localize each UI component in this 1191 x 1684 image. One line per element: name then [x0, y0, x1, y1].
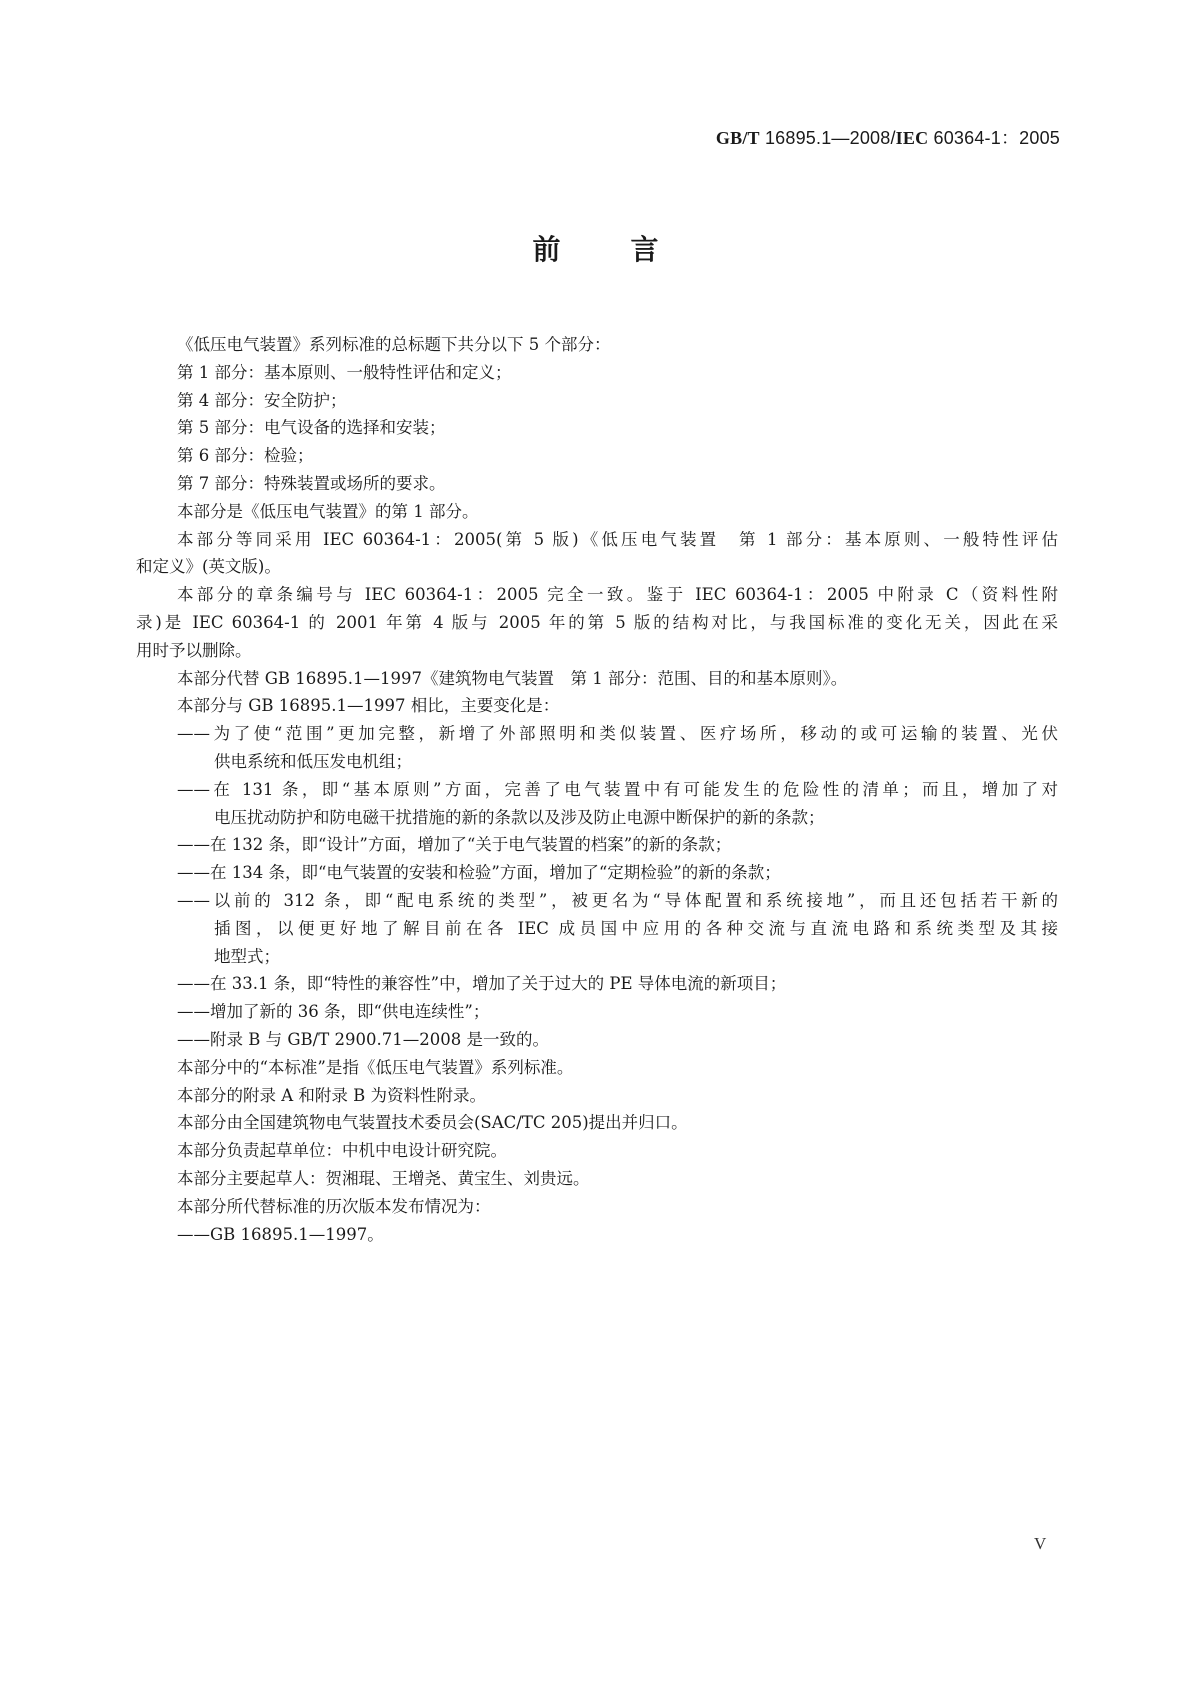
- line-text: ——为了使“范围”更加完整，新增了外部照明和类似装置、医疗场所，移动的或可运输的装置、光伏: [177, 724, 1058, 744]
- line-text: 本部分是《低压电气装置》的第 1 部分。: [177, 501, 479, 521]
- line-text: 本部分所代替标准的历次版本发布情况为：: [177, 1196, 491, 1216]
- body-line: [136, 1026, 1058, 1054]
- line-text: 第 7 部分：特殊装置或场所的要求。: [177, 473, 446, 493]
- line-text: ——在 132 条，即“设计”方面，增加了“关于电气装置的档案”的新的条款；: [177, 835, 732, 855]
- line-text: ——附录 B 与 GB/T 2900.71—2008 是一致的。: [177, 1029, 549, 1049]
- line-text: 和定义》(英文版)。: [136, 557, 281, 577]
- body-line: [136, 831, 1058, 859]
- line-text: ——在 131 条，即“基本原则”方面，完善了电气装置中有可能发生的危险性的清单；而且，增加了对: [177, 779, 1058, 799]
- line-text: 本部分主要起草人：贺湘琨、王增尧、黄宝生、刘贵远。: [177, 1168, 590, 1188]
- body-line: [136, 859, 1058, 887]
- body-line: [136, 887, 1058, 915]
- title-char-1: 前: [532, 233, 561, 266]
- body-line: [136, 470, 1058, 498]
- line-text: 本部分代替 GB 16895.1—1997《建筑物电气装置 第 1 部分：范围、目的和基本原则》。: [177, 668, 848, 688]
- line-text: 电压扰动防护和防电磁干扰措施的新的条款以及涉及防止电源中断保护的新的条款；: [214, 807, 825, 827]
- body-line: [136, 1165, 1058, 1193]
- page-title: [0, 228, 1191, 268]
- line-text: 本部分中的“本标准”是指《低压电气装置》系列标准。: [177, 1057, 574, 1077]
- body-line: [136, 387, 1058, 415]
- body-line: [136, 581, 1058, 609]
- line-text: 第 6 部分：检验；: [177, 446, 314, 466]
- line-text: 插图，以便更好地了解目前在各 IEC 成员国中应用的各种交流与直流电路和系统类型及其接: [214, 918, 1058, 938]
- body-line: [136, 720, 1058, 748]
- line-text: 本部分负责起草单位：中机中电设计研究院。: [177, 1141, 507, 1161]
- standard-number-header: [716, 124, 1060, 150]
- body-line: [136, 665, 1058, 693]
- line-text: 本部分与 GB 16895.1—1997 相比，主要变化是：: [177, 696, 560, 716]
- foreword-body: [136, 331, 1058, 1248]
- line-text: ——以前的 312 条，即“配电系统的类型”，被更名为“导体配置和系统接地”，而且还包括若干新的: [177, 890, 1058, 910]
- body-line: [136, 748, 1058, 776]
- line-text: ——增加了新的 36 条，即“供电连续性”；: [177, 1002, 490, 1022]
- line-text: 第 4 部分：安全防护；: [177, 390, 347, 410]
- line-text: ——在 134 条，即“电气装置的安装和检验”方面，增加了“定期检验”的新的条款；: [177, 863, 781, 883]
- body-line: [136, 970, 1058, 998]
- body-line: [136, 804, 1058, 832]
- line-text: 供电系统和低压发电机组；: [214, 751, 412, 771]
- header-number-gb: 16895.1—2008/: [759, 128, 896, 148]
- body-line: [136, 442, 1058, 470]
- body-line: [136, 1082, 1058, 1110]
- header-number-iec: 60364-1：2005: [928, 128, 1060, 148]
- line-text: ——GB 16895.1—1997。: [177, 1224, 384, 1244]
- body-line: [136, 637, 1058, 665]
- line-text: 用时予以删除。: [136, 640, 252, 660]
- body-line: [136, 1221, 1058, 1249]
- header-prefix-iec: IEC: [895, 128, 929, 148]
- body-line: [136, 1109, 1058, 1137]
- body-line: [136, 414, 1058, 442]
- body-line: [136, 776, 1058, 804]
- line-text: ——在 33.1 条，即“特性的兼容性”中，增加了关于过大的 PE 导体电流的新项目；: [177, 974, 787, 994]
- body-line: [136, 498, 1058, 526]
- body-line: [136, 553, 1058, 581]
- line-text: 本部分等同采用 IEC 60364-1：2005(第 5 版)《低压电气装置 第 1 部分：基本原则、一般特性评估: [177, 529, 1058, 549]
- body-line: [136, 1193, 1058, 1221]
- line-text: 第 1 部分：基本原则、一般特性评估和定义；: [177, 362, 512, 382]
- line-text: 《低压电气装置》系列标准的总标题下共分以下 5 个部分：: [177, 335, 611, 354]
- body-line: [136, 526, 1058, 554]
- line-text: 本部分由全国建筑物电气装置技术委员会(SAC/TC 205)提出并归口。: [177, 1113, 688, 1133]
- header-prefix-gbt: GB/T: [715, 128, 760, 148]
- body-line: [136, 1137, 1058, 1165]
- body-line: [136, 359, 1058, 387]
- body-line: [136, 692, 1058, 720]
- line-text: 本部分的附录 A 和附录 B 为资料性附录。: [177, 1085, 487, 1105]
- body-line: [136, 1054, 1058, 1082]
- body-line: [136, 943, 1058, 971]
- line-text: 录)是 IEC 60364-1 的 2001 年第 4 版与 2005 年的第 5 版的结构对比，与我国标准的变化无关，因此在采: [136, 612, 1058, 632]
- body-line: [136, 609, 1058, 637]
- body-line: [136, 331, 1058, 359]
- line-text: 地型式；: [214, 946, 280, 966]
- line-text: 本部分的章条编号与 IEC 60364-1：2005 完全一致。鉴于 IEC 60364-1：2005 中附录 C（资料性附: [177, 585, 1058, 605]
- body-line: [136, 915, 1058, 943]
- body-line: [136, 998, 1058, 1026]
- line-text: 第 5 部分：电气设备的选择和安装；: [177, 418, 446, 438]
- title-char-2: 言: [630, 233, 659, 266]
- page-number: V: [1034, 1534, 1047, 1553]
